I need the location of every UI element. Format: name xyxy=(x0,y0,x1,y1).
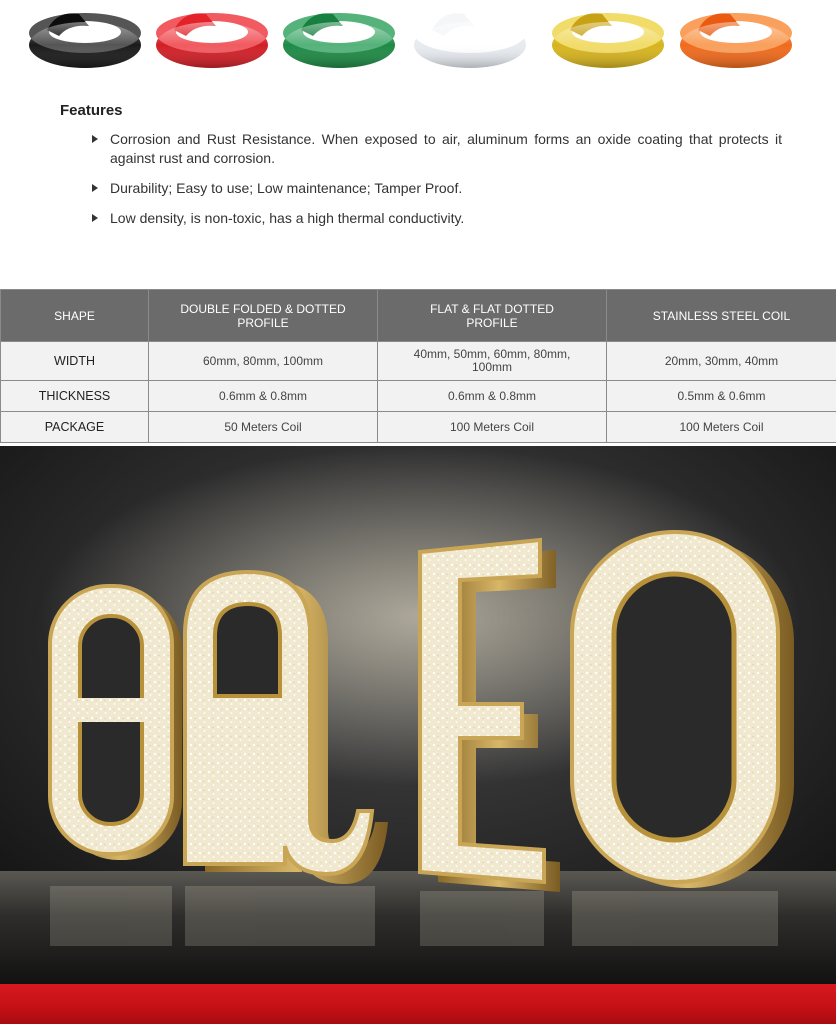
table-cell: 0.6mm & 0.8mm xyxy=(378,381,607,412)
row-label-width: WIDTH xyxy=(1,342,149,381)
table-cell: 100 Meters Coil xyxy=(607,412,836,443)
row-label-thickness: THICKNESS xyxy=(1,381,149,412)
table-cell: 50 Meters Coil xyxy=(149,412,378,443)
letter-o-right xyxy=(572,532,794,888)
feature-text: Low density, is non-toxic, has a high thermal conductivity. xyxy=(110,210,465,226)
specification-table xyxy=(0,289,836,443)
triangle-bullet-icon xyxy=(92,184,98,192)
table-cell: 0.6mm & 0.8mm xyxy=(149,381,378,412)
column-header-shape: SHAPE xyxy=(1,290,149,342)
coil-white xyxy=(414,13,526,68)
table-row xyxy=(1,381,836,412)
coil-gold xyxy=(552,13,664,68)
table-row xyxy=(1,412,836,443)
feature-item xyxy=(92,209,782,228)
features-heading: Features xyxy=(60,102,123,119)
table-header-row xyxy=(1,290,836,342)
feature-text: Corrosion and Rust Resistance. When exposed to air, aluminum forms an oxide coating that protects it against rust and corrosion. xyxy=(110,131,782,166)
triangle-bullet-icon xyxy=(92,214,98,222)
channel-letters-photo xyxy=(0,446,836,984)
row-label-package: PACKAGE xyxy=(1,412,149,443)
coil-orange xyxy=(680,13,792,68)
coil-red xyxy=(156,13,268,68)
illuminated-letters-image xyxy=(0,446,836,984)
table-cell: 0.5mm & 0.6mm xyxy=(607,381,836,412)
features-list xyxy=(92,130,782,239)
bottom-brand-band xyxy=(0,984,836,1024)
feature-text: Durability; Easy to use; Low maintenance; Tamper Proof. xyxy=(110,180,463,196)
coil-black xyxy=(29,13,141,68)
coil-illustrations xyxy=(0,0,836,80)
coil-green xyxy=(283,13,395,68)
table-row xyxy=(1,342,836,381)
feature-item xyxy=(92,179,782,198)
table-cell: 20mm, 30mm, 40mm xyxy=(607,342,836,381)
table-cell: 40mm, 50mm, 60mm, 80mm, 100mm xyxy=(378,342,607,381)
letter-o-left xyxy=(50,586,182,860)
coil-color-strip xyxy=(0,0,836,80)
table-cell: 100 Meters Coil xyxy=(378,412,607,443)
feature-item xyxy=(92,130,782,168)
table-cell: 60mm, 80mm, 100mm xyxy=(149,342,378,381)
column-header-flat: FLAT & FLAT DOTTED PROFILE xyxy=(378,290,607,342)
column-header-stainless: STAINLESS STEEL COIL xyxy=(607,290,836,342)
column-header-double-folded: DOUBLE FOLDED & DOTTED PROFILE xyxy=(149,290,378,342)
triangle-bullet-icon xyxy=(92,135,98,143)
